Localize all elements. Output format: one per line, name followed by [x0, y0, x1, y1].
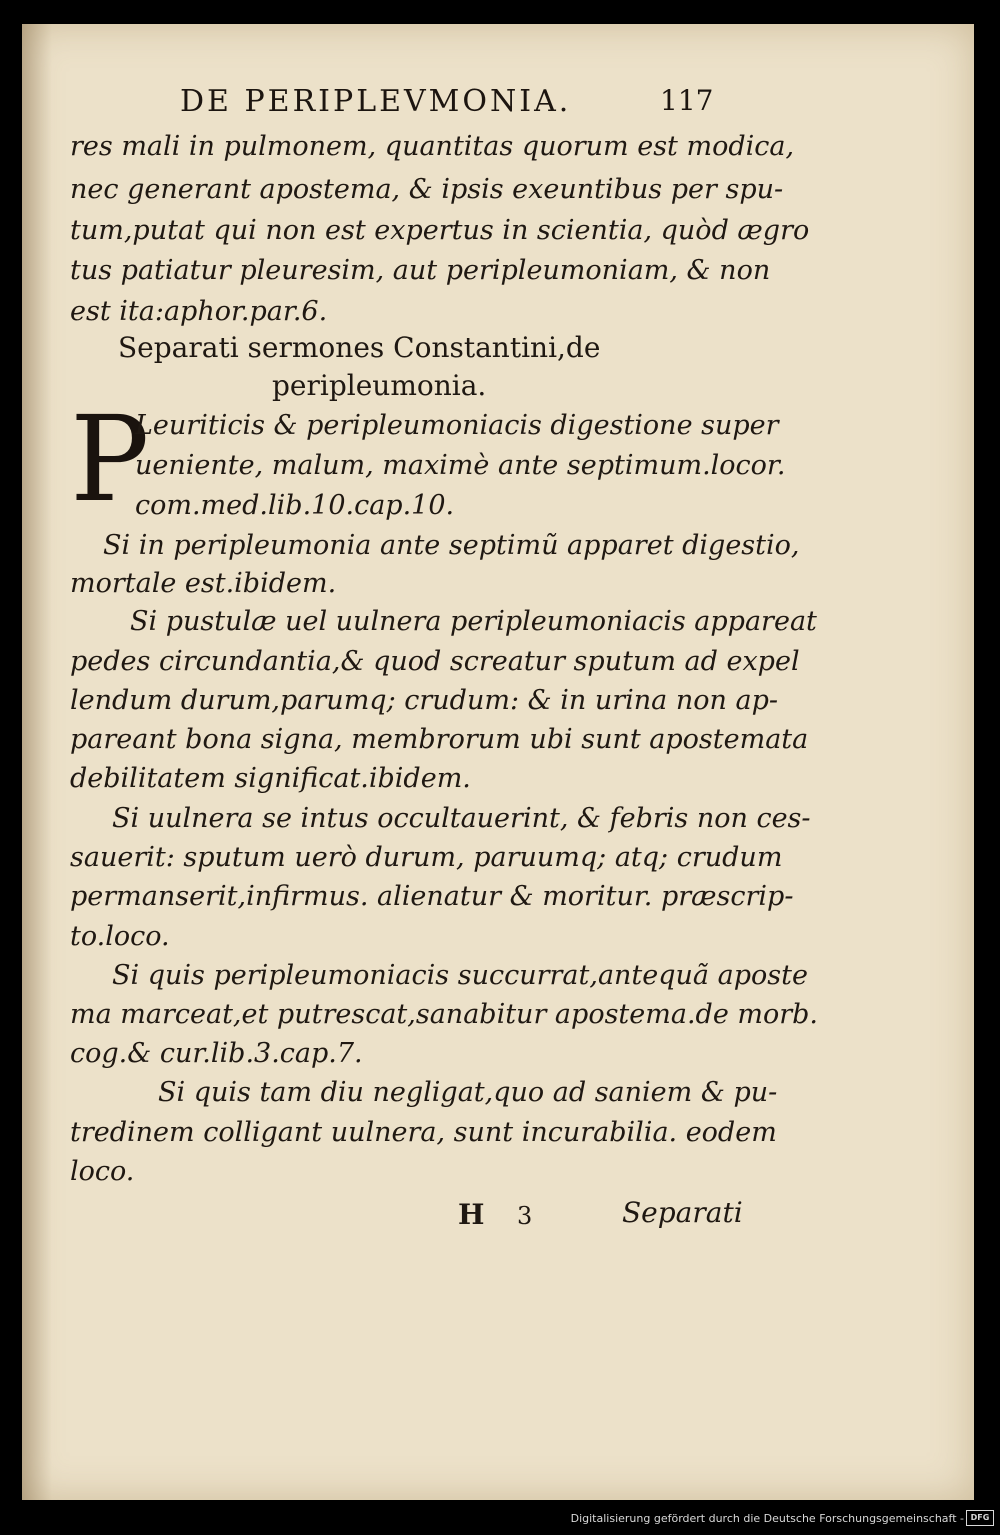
- signature-mark: H: [458, 1198, 485, 1231]
- text-line: est ita:aphor.par.6.: [70, 296, 328, 327]
- section-heading-line: peripleumonia.: [272, 369, 487, 402]
- text-line: tus patiatur pleuresim, aut peripleumoniam, & non: [70, 255, 771, 286]
- text-line: debilitatem significat.ibidem.: [70, 763, 471, 794]
- dfg-logo-icon: DFG: [966, 1510, 994, 1526]
- text-line: cog.& cur.lib.3.cap.7.: [70, 1038, 363, 1069]
- text-line: Si quis peripleumoniacis succurrat,antequã aposte: [112, 960, 808, 991]
- text-line: sauerit: sputum uerò durum, paruumq; atq; crudum: [70, 842, 783, 873]
- text-line: Si quis tam diu negligat,quo ad saniem & pu-: [158, 1077, 778, 1108]
- digitization-credit: Digitalisierung gefördert durch die Deutsche Forschungsgemeinschaft -: [570, 1512, 964, 1525]
- text-line: lendum durum,parumq; crudum: & in urina non ap-: [70, 685, 778, 716]
- text-line: pareant bona signa, membrorum ubi sunt apostemata: [70, 724, 809, 755]
- text-line: to.loco.: [70, 921, 170, 952]
- drop-cap-initial: P: [70, 390, 150, 528]
- text-line: ma marceat,et putrescat,sanabitur apostema.de morb.: [70, 999, 819, 1030]
- section-heading-line: Separati sermones Constantini,de: [118, 331, 601, 364]
- text-line: res mali in pulmonem, quantitas quorum est modica,: [70, 131, 795, 162]
- text-line: com.med.lib.10.cap.10.: [135, 490, 455, 521]
- text-line: Si pustulæ uel uulnera peripleumoniacis appareat: [130, 606, 817, 637]
- text-line: permanserit,infirmus. alienatur & moritur. præscrip-: [70, 881, 794, 912]
- page-number: 117: [660, 84, 714, 117]
- text-line: pedes circundantia,& quod screatur sputum ad expel: [70, 646, 800, 677]
- signature-number: 3: [517, 1202, 533, 1230]
- text-line: Si uulnera se intus occultauerint, & febris non ces-: [112, 803, 811, 834]
- text-line: tum,putat qui non est expertus in scientia, quòd ægro: [70, 215, 810, 246]
- text-line: loco.: [70, 1156, 135, 1187]
- page-gutter-shadow: [22, 24, 52, 1500]
- running-head: DE PERIPLEVMONIA.: [180, 84, 572, 119]
- text-line: mortale est.ibidem.: [70, 568, 337, 599]
- text-line: Leuriticis & peripleumoniacis digestione super: [135, 410, 779, 441]
- text-line: tredinem colligant uulnera, sunt incurabilia. eodem: [70, 1117, 777, 1148]
- text-line: nec generant apostema, & ipsis exeuntibus per spu-: [70, 174, 784, 205]
- text-line: ueniente, malum, maximè ante septimum.locor.: [135, 450, 786, 481]
- text-line: Si in peripleumonia ante septimũ apparet digestio,: [103, 530, 800, 561]
- catchword: Separati: [622, 1196, 743, 1229]
